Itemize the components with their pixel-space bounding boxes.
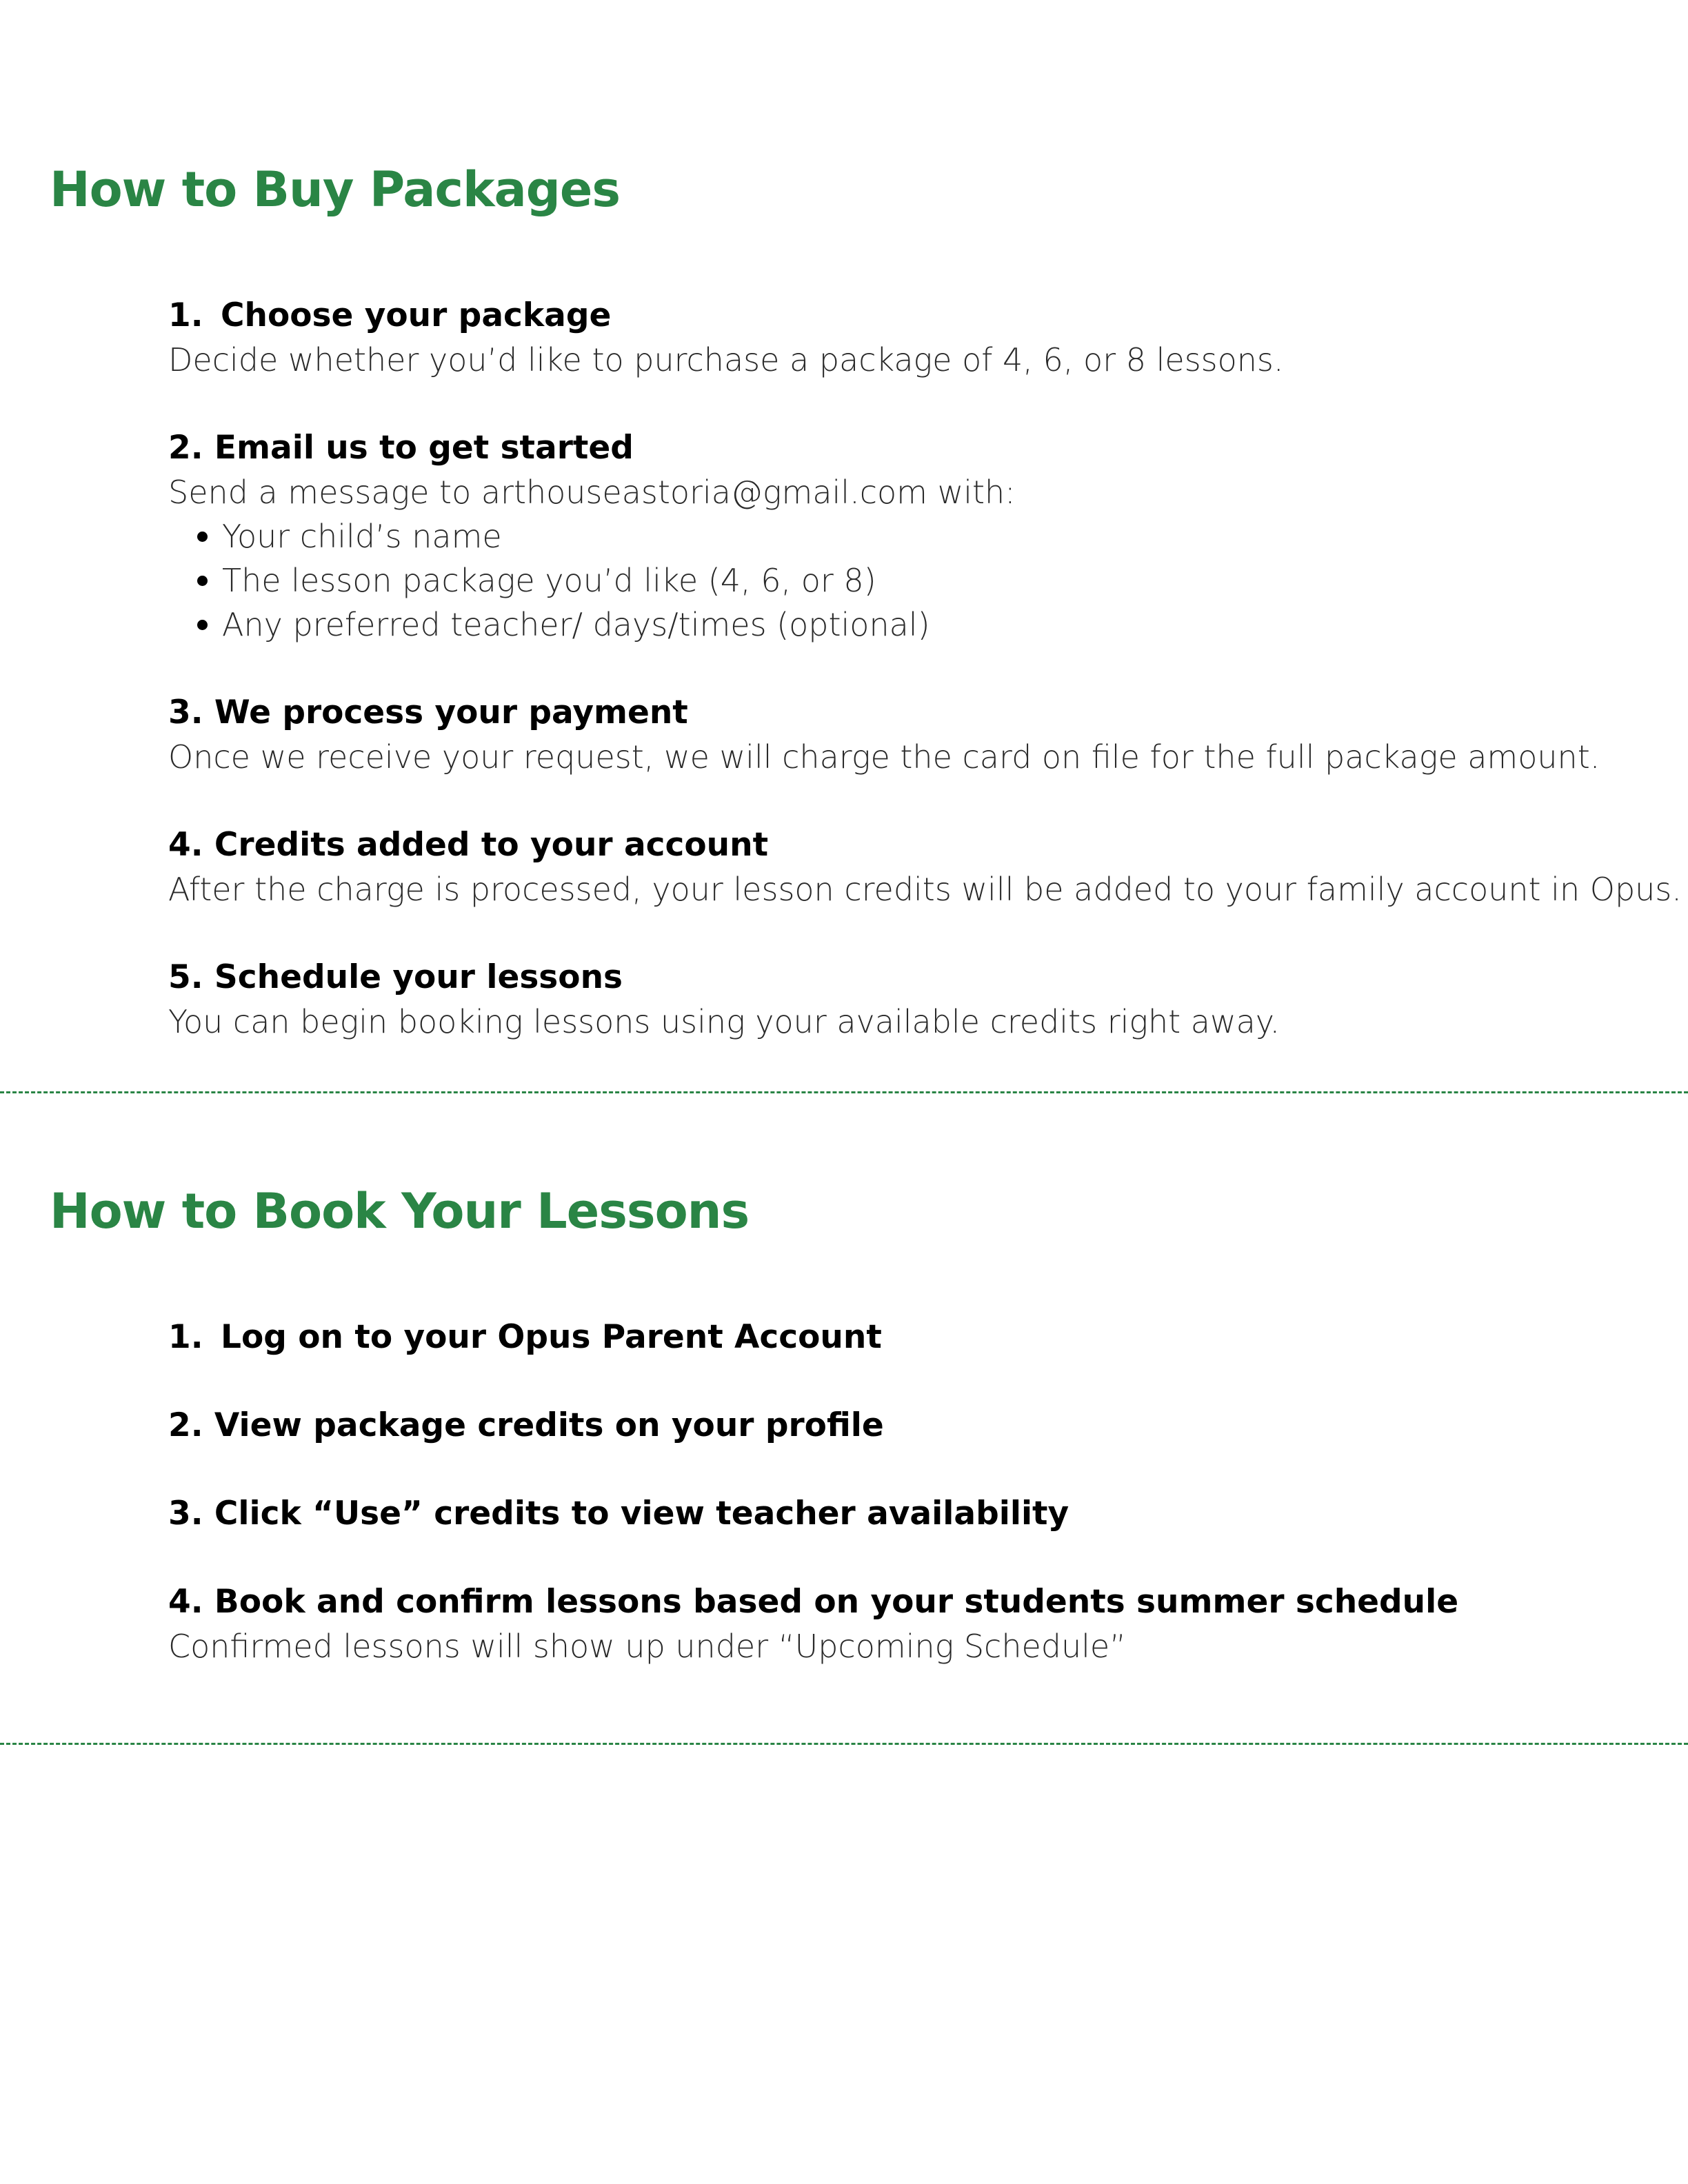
book-step-2 xyxy=(168,1404,1651,1448)
list-item: The lesson package you’d like (4, 6, or 8) xyxy=(168,558,1651,603)
step-title xyxy=(168,1315,1651,1359)
buy-step-1 xyxy=(168,294,1651,382)
bullet-icon xyxy=(197,620,208,630)
step-title xyxy=(168,294,1651,338)
step-description: Confirmed lessons will show up under “Upcoming Schedule” xyxy=(168,1628,1127,1665)
step-title: 5. Schedule your lessons xyxy=(168,958,623,996)
buy-step-4 xyxy=(168,823,1682,911)
email-contents-list xyxy=(168,514,1651,647)
section-divider xyxy=(0,1743,1688,1745)
section-divider xyxy=(0,1091,1688,1093)
book-step-4 xyxy=(168,1580,1651,1668)
step-description: You can begin booking lessons using your available credits right away. xyxy=(168,1003,1280,1040)
book-step-1 xyxy=(168,1315,1651,1359)
book-steps-list xyxy=(168,1315,1651,1668)
step-title: 3. Click “Use” credits to view teacher availability xyxy=(168,1495,1069,1533)
step-number: 1. xyxy=(168,1318,203,1356)
buy-steps-list xyxy=(168,294,1682,1044)
step-description: Decide whether you’d like to purchase a package of 4, 6, or 8 lessons. xyxy=(168,341,1284,378)
book-step-3 xyxy=(168,1492,1651,1536)
step-title: 2. View package credits on your profile xyxy=(168,1406,884,1444)
list-item: Your child’s name xyxy=(168,514,1651,558)
step-title: 3. We process your payment xyxy=(168,694,688,731)
buy-step-2 xyxy=(168,426,1651,647)
step-title-text: Log on to your Opus Parent Account xyxy=(221,1318,882,1356)
bullet-icon xyxy=(197,532,208,542)
step-description: After the charge is processed, your lesson credits will be added to your family account in Opus. xyxy=(168,871,1682,908)
step-description: Send a message to arthouseastoria@gmail.com with: xyxy=(168,474,1016,511)
step-title-text: Choose your package xyxy=(221,296,612,334)
step-title: 4. Credits added to your account xyxy=(168,826,769,864)
step-number: 1. xyxy=(168,296,203,334)
bullet-icon xyxy=(197,576,208,586)
list-item: Any preferred teacher/ days/times (optional) xyxy=(168,603,1651,647)
step-title: 4. Book and confirm lessons based on your students summer schedule xyxy=(168,1583,1459,1621)
step-title: 2. Email us to get started xyxy=(168,429,634,467)
buy-step-5 xyxy=(168,956,1651,1044)
section-title-buy-packages: How to Buy Packages xyxy=(50,161,621,218)
section-title-book-lessons: How to Book Your Lessons xyxy=(50,1183,750,1240)
step-description: Once we receive your request, we will charge the card on file for the full package amount. xyxy=(168,738,1600,776)
buy-step-3 xyxy=(168,691,1651,779)
